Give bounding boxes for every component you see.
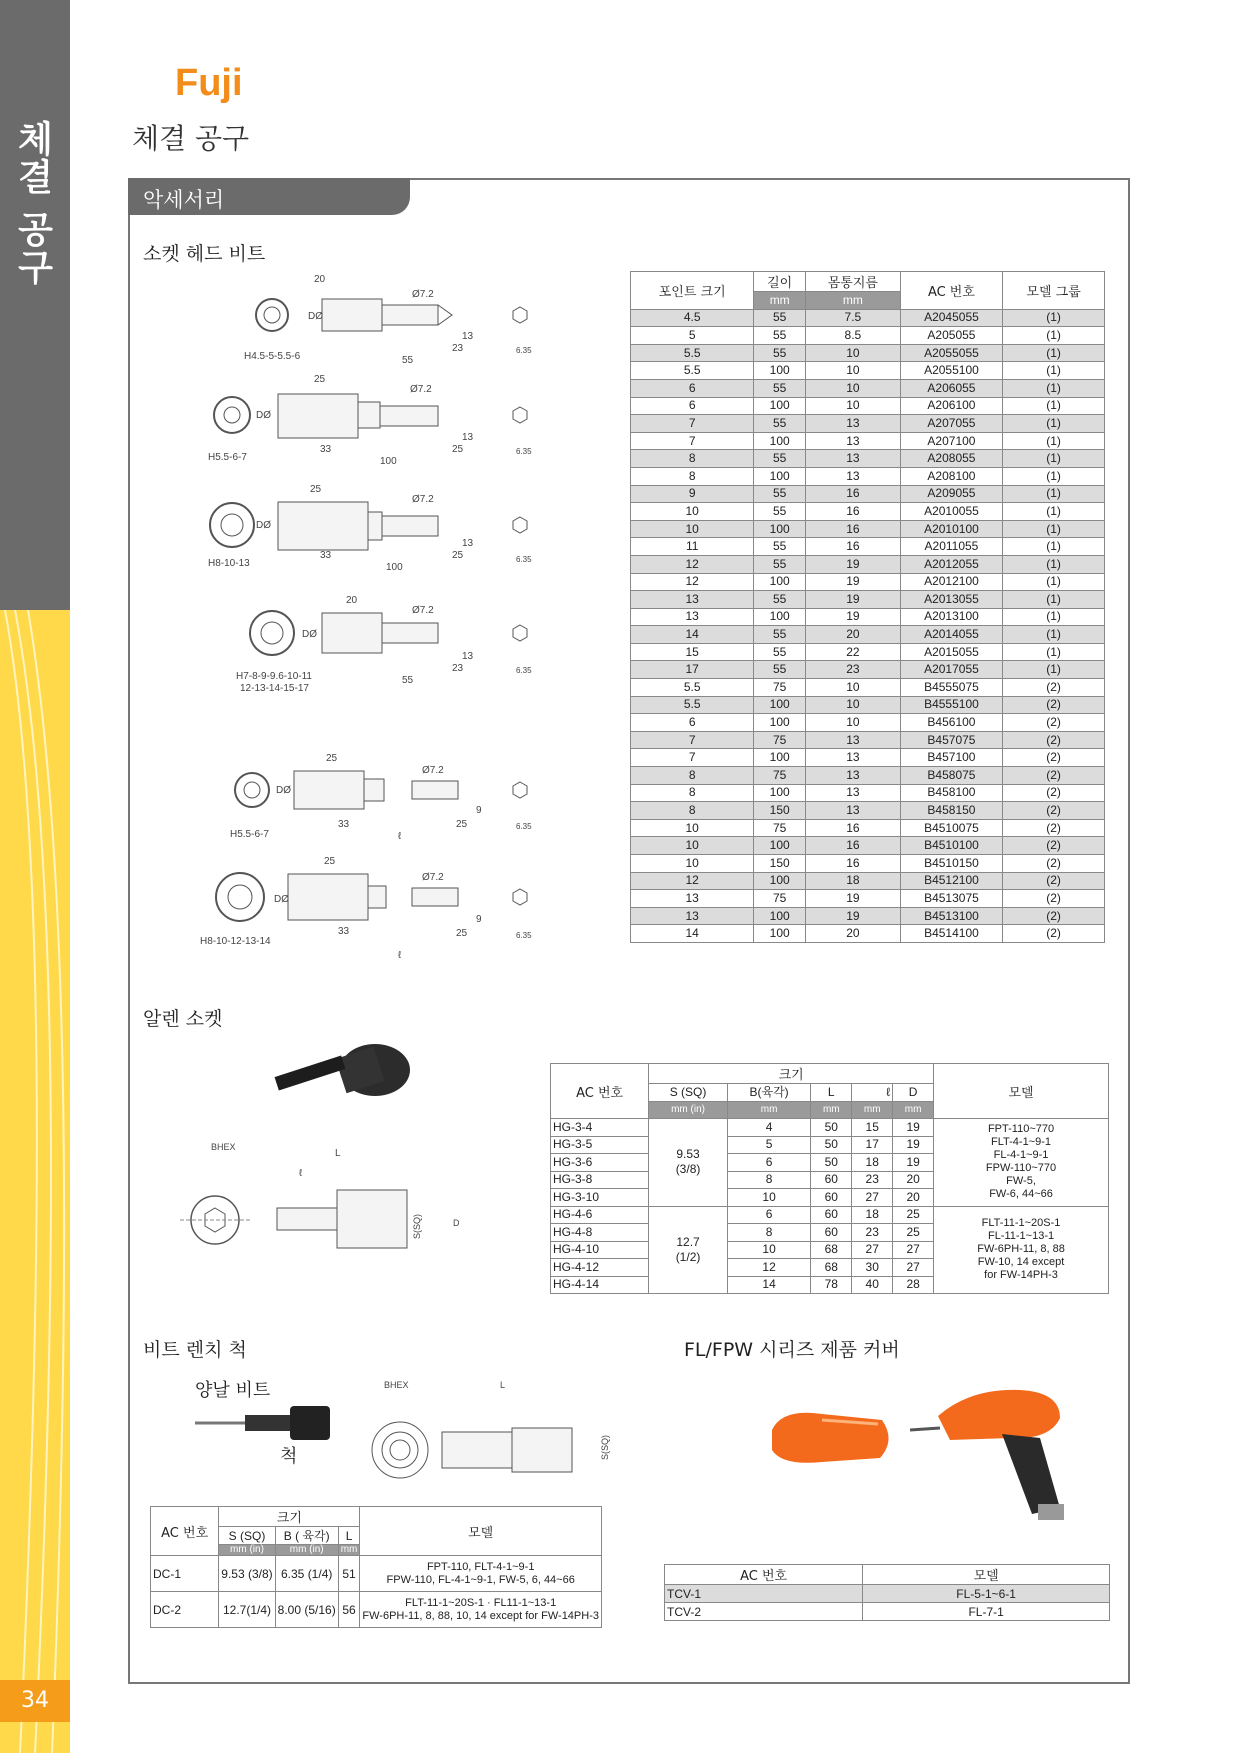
- table-row: 7 100 13 B457100 (2): [631, 749, 1105, 767]
- svg-text:DØ: DØ: [256, 410, 271, 421]
- col-point-size: 포인트 크기: [631, 272, 754, 310]
- unit-diameter: mm: [806, 292, 901, 310]
- svg-text:Ø7.2: Ø7.2: [422, 872, 444, 883]
- unit-b: mm: [727, 1101, 810, 1119]
- unit-s: mm (in): [219, 1545, 275, 1556]
- table-row: 12 100 18 B4512100 (2): [631, 872, 1105, 890]
- table-row: 6 55 10 A206055 (1): [631, 379, 1105, 397]
- drawing-4: [236, 595, 532, 694]
- svg-text:H7-8-9-9.6-10-11: H7-8-9-9.6-10-11: [236, 671, 312, 682]
- svg-text:100: 100: [386, 562, 403, 573]
- drawing-1: [244, 274, 532, 366]
- table-row: 10 100 16 A2010100 (1): [631, 520, 1105, 538]
- col-L: L: [338, 1527, 360, 1545]
- table-row: TCV-1 FL-5-1~6-1: [665, 1585, 1110, 1603]
- drawing-5: [230, 753, 532, 842]
- drawing-6: [200, 856, 532, 961]
- table-row: 5.5 100 10 A2055100 (1): [631, 362, 1105, 380]
- unit-length: mm: [754, 292, 806, 310]
- svg-text:25: 25: [456, 819, 468, 830]
- drawing-2: [208, 374, 532, 467]
- svg-text:6.35: 6.35: [516, 447, 532, 456]
- svg-text:L: L: [335, 1148, 341, 1159]
- svg-text:13: 13: [462, 538, 474, 549]
- svg-text:33: 33: [338, 926, 350, 937]
- table-row: 7 100 13 A207100 (1): [631, 432, 1105, 450]
- chuck-drawing: [370, 1380, 620, 1490]
- svg-text:13: 13: [462, 432, 474, 443]
- svg-text:23: 23: [452, 663, 464, 674]
- svg-text:25: 25: [452, 550, 464, 561]
- table-row: 7 75 13 B457075 (2): [631, 731, 1105, 749]
- table-row: 13 100 19 B4513100 (2): [631, 907, 1105, 925]
- table-row: 6 100 10 B456100 (2): [631, 714, 1105, 732]
- col-s: S (SQ): [219, 1527, 275, 1545]
- air-tool-photo: [910, 1368, 1090, 1528]
- unit-s: mm (in): [649, 1101, 728, 1119]
- col-d: D: [893, 1084, 934, 1102]
- table-row: 8 150 13 B458150 (2): [631, 802, 1105, 820]
- table-row: 5.5 75 10 B4555075 (2): [631, 679, 1105, 697]
- col-b: B ( 육각): [275, 1527, 338, 1545]
- table-row: HG-4-12 12 68 30 27: [551, 1259, 1109, 1277]
- svg-text:25: 25: [324, 856, 336, 867]
- sidebar-gray: [0, 0, 70, 610]
- socket-bit-table: [630, 271, 1105, 943]
- section-tab-label: 악세서리: [143, 188, 225, 212]
- svg-text:D: D: [453, 1218, 460, 1228]
- svg-text:23: 23: [452, 343, 464, 354]
- col-model: 모델: [863, 1565, 1110, 1585]
- table-row: HG-3-8 8 60 23 20: [551, 1171, 1109, 1189]
- table-row: HG-3-4 9.53 (3/8) 4 50 15 19 FPT-110~770 FLT-4-1~9-1 FL-4-1~9-1 FPW-110~770 FW-5, FW-6, 44~66: [551, 1119, 1109, 1137]
- table-row: 10 55 16 A2010055 (1): [631, 503, 1105, 521]
- svg-text:6.35: 6.35: [516, 931, 532, 940]
- svg-text:6.35: 6.35: [516, 666, 532, 675]
- col-size: 크기: [649, 1064, 934, 1084]
- col-model-group: 모델 그룹: [1003, 272, 1105, 310]
- svg-text:ℓ: ℓ: [398, 831, 402, 842]
- table-row: HG-4-14 14 78 40 28: [551, 1276, 1109, 1294]
- unit-L: mm: [338, 1545, 360, 1556]
- table-row: 10 100 16 B4510100 (2): [631, 837, 1105, 855]
- svg-text:H4.5-5-5.5-6: H4.5-5-5.5-6: [244, 351, 301, 362]
- table-row: 10 150 16 B4510150 (2): [631, 855, 1105, 873]
- bit-wrench-heading: 비트 렌치 척: [143, 1339, 247, 1361]
- svg-text:25: 25: [326, 753, 338, 764]
- col-model: 모델: [934, 1064, 1109, 1119]
- svg-text:25: 25: [314, 374, 326, 385]
- unit-L: mm: [811, 1101, 852, 1119]
- sidebar-wave-decoration: [0, 610, 70, 1753]
- table-row: HG-3-5 5 50 17 19: [551, 1136, 1109, 1154]
- allen-socket-table: [550, 1063, 1109, 1294]
- page-number: 34: [0, 1680, 70, 1722]
- chuck-photo: [190, 1400, 370, 1460]
- cover-photo: [762, 1400, 902, 1480]
- svg-text:33: 33: [320, 550, 332, 561]
- svg-text:6.35: 6.35: [516, 822, 532, 831]
- svg-text:DØ: DØ: [256, 520, 271, 531]
- table-row: 15 55 22 A2015055 (1): [631, 643, 1105, 661]
- col-ac: AC 번호: [151, 1507, 219, 1556]
- svg-text:H5.5-6-7: H5.5-6-7: [230, 829, 269, 840]
- page-title: 체결 공구: [132, 122, 250, 155]
- svg-text:DØ: DØ: [276, 785, 291, 796]
- allen-socket-photo: [270, 1030, 420, 1110]
- table-row: 8 75 13 B458075 (2): [631, 767, 1105, 785]
- svg-text:H8-10-13: H8-10-13: [208, 558, 250, 569]
- table-row: 5.5 100 10 B4555100 (2): [631, 696, 1105, 714]
- table-row: 17 55 23 A2017055 (1): [631, 661, 1105, 679]
- svg-text:H8-10-12-13-14: H8-10-12-13-14: [200, 936, 271, 947]
- svg-text:6.35: 6.35: [516, 346, 532, 355]
- table-row: 4.5 55 7.5 A2045055 (1): [631, 309, 1105, 327]
- col-s: S (SQ): [649, 1084, 728, 1102]
- svg-text:13: 13: [462, 331, 474, 342]
- chuck-label: 척: [280, 1446, 298, 1467]
- col-ac: AC 번호: [551, 1064, 649, 1119]
- svg-text:25: 25: [456, 928, 468, 939]
- table-row: 5 55 8.5 A205055 (1): [631, 327, 1105, 345]
- table-row: HG-4-6 12.7 (1/2) 6 60 18 25 FLT-11-1~20S-1 FL-11-1~13-1 FW-6PH-11, 8, 88 FW-10, 14 except for FW-14PH-3: [551, 1206, 1109, 1224]
- table-row: 8 100 13 B458100 (2): [631, 784, 1105, 802]
- col-b: B(육각): [727, 1084, 810, 1102]
- svg-text:6.35: 6.35: [516, 555, 532, 564]
- unit-b: mm (in): [275, 1545, 338, 1556]
- table-row: 13 100 19 A2013100 (1): [631, 608, 1105, 626]
- allen-socket-drawing: [175, 1140, 495, 1290]
- svg-text:Ø7.2: Ø7.2: [412, 494, 434, 505]
- table-row: 10 75 16 B4510075 (2): [631, 819, 1105, 837]
- table-row: 8 100 13 A208100 (1): [631, 467, 1105, 485]
- svg-text:12-13-14-15-17: 12-13-14-15-17: [240, 683, 309, 694]
- col-body-diameter: 몸통지름: [806, 272, 901, 292]
- svg-text:9: 9: [476, 805, 482, 816]
- svg-text:25: 25: [452, 444, 464, 455]
- double-bit-label: 양날 비트: [195, 1380, 271, 1401]
- cover-heading: FL/FPW 시리즈 제품 커버: [684, 1339, 900, 1361]
- svg-text:L: L: [500, 1380, 506, 1390]
- table-row: DC-1 9.53 (3/8) 6.35 (1/4) 51 FPT-110, FLT-4-1~9-1 FPW-110, FL-4-1~9-1, FW-5, 6, 44~66: [151, 1556, 602, 1592]
- allen-socket-heading: 알렌 소켓: [143, 1008, 223, 1030]
- table-row: 8 55 13 A208055 (1): [631, 450, 1105, 468]
- table-row: DC-2 12.7(1/4) 8.00 (5/16) 56 FLT-11-1~20S-1 · FL11-1~13-1 FW-6PH-11, 8, 88, 10, 14 except for FW-14PH-3: [151, 1592, 602, 1628]
- table-row: 14 100 20 B4514100 (2): [631, 925, 1105, 943]
- table-row: HG-3-10 10 60 27 20: [551, 1189, 1109, 1207]
- table-row: HG-3-6 6 50 18 19: [551, 1154, 1109, 1172]
- col-L: L: [811, 1084, 852, 1102]
- table-row: 12 100 19 A2012100 (1): [631, 573, 1105, 591]
- svg-text:13: 13: [462, 651, 474, 662]
- svg-text:Ø7.2: Ø7.2: [422, 765, 444, 776]
- fuji-logo: Fuji: [175, 62, 243, 104]
- sidebar-title: 체결 공구: [12, 120, 53, 287]
- svg-text:DØ: DØ: [274, 894, 289, 905]
- svg-text:55: 55: [402, 675, 414, 686]
- table-row: 13 55 19 A2013055 (1): [631, 591, 1105, 609]
- svg-text:ℓ: ℓ: [398, 950, 402, 961]
- svg-text:25: 25: [310, 484, 322, 495]
- svg-text:20: 20: [314, 274, 326, 285]
- col-ac-number: AC 번호: [900, 272, 1002, 310]
- table-row: 6 100 10 A206100 (1): [631, 397, 1105, 415]
- svg-text:H5.5-6-7: H5.5-6-7: [208, 452, 247, 463]
- svg-text:BHEX: BHEX: [211, 1142, 236, 1152]
- socket-bit-heading: 소켓 헤드 비트: [143, 243, 266, 265]
- svg-text:S(SQ): S(SQ): [412, 1213, 422, 1239]
- col-ac: AC 번호: [665, 1565, 863, 1585]
- svg-text:Ø7.2: Ø7.2: [410, 384, 432, 395]
- table-row: 5.5 55 10 A2055055 (1): [631, 344, 1105, 362]
- drawing-3: [208, 484, 532, 573]
- svg-text:9: 9: [476, 914, 482, 925]
- unit-l: mm: [852, 1101, 893, 1119]
- svg-text:ℓ: ℓ: [299, 1168, 303, 1179]
- table-row: 7 55 13 A207055 (1): [631, 415, 1105, 433]
- table-row: 13 75 19 B4513075 (2): [631, 890, 1105, 908]
- col-l: ℓ: [852, 1084, 893, 1102]
- table-row: HG-4-10 10 68 27 27: [551, 1241, 1109, 1259]
- table-row: HG-4-8 8 60 23 25: [551, 1224, 1109, 1242]
- bit-wrench-table: [150, 1506, 602, 1628]
- svg-text:33: 33: [320, 444, 332, 455]
- table-row: 14 55 20 A2014055 (1): [631, 626, 1105, 644]
- svg-text:BHEX: BHEX: [384, 1380, 409, 1390]
- col-model: 모델: [360, 1507, 602, 1556]
- svg-text:Ø7.2: Ø7.2: [412, 605, 434, 616]
- table-row: 11 55 16 A2011055 (1): [631, 538, 1105, 556]
- svg-text:Ø7.2: Ø7.2: [412, 289, 434, 300]
- unit-d: mm: [893, 1101, 934, 1119]
- table-row: TCV-2 FL-7-1: [665, 1603, 1110, 1621]
- svg-text:20: 20: [346, 595, 358, 606]
- svg-text:55: 55: [402, 355, 414, 366]
- socket-bit-drawings: [190, 265, 610, 985]
- sidebar-yellow: [0, 610, 70, 1753]
- svg-text:DØ: DØ: [302, 629, 317, 640]
- svg-text:33: 33: [338, 819, 350, 830]
- svg-text:S(SQ): S(SQ): [600, 1434, 610, 1460]
- table-row: 12 55 19 A2012055 (1): [631, 555, 1105, 573]
- cover-table: [664, 1564, 1110, 1621]
- svg-text:DØ: DØ: [308, 311, 323, 322]
- col-length: 길이: [754, 272, 806, 292]
- col-size: 크기: [219, 1507, 360, 1527]
- table-row: 9 55 16 A209055 (1): [631, 485, 1105, 503]
- svg-text:100: 100: [380, 456, 397, 467]
